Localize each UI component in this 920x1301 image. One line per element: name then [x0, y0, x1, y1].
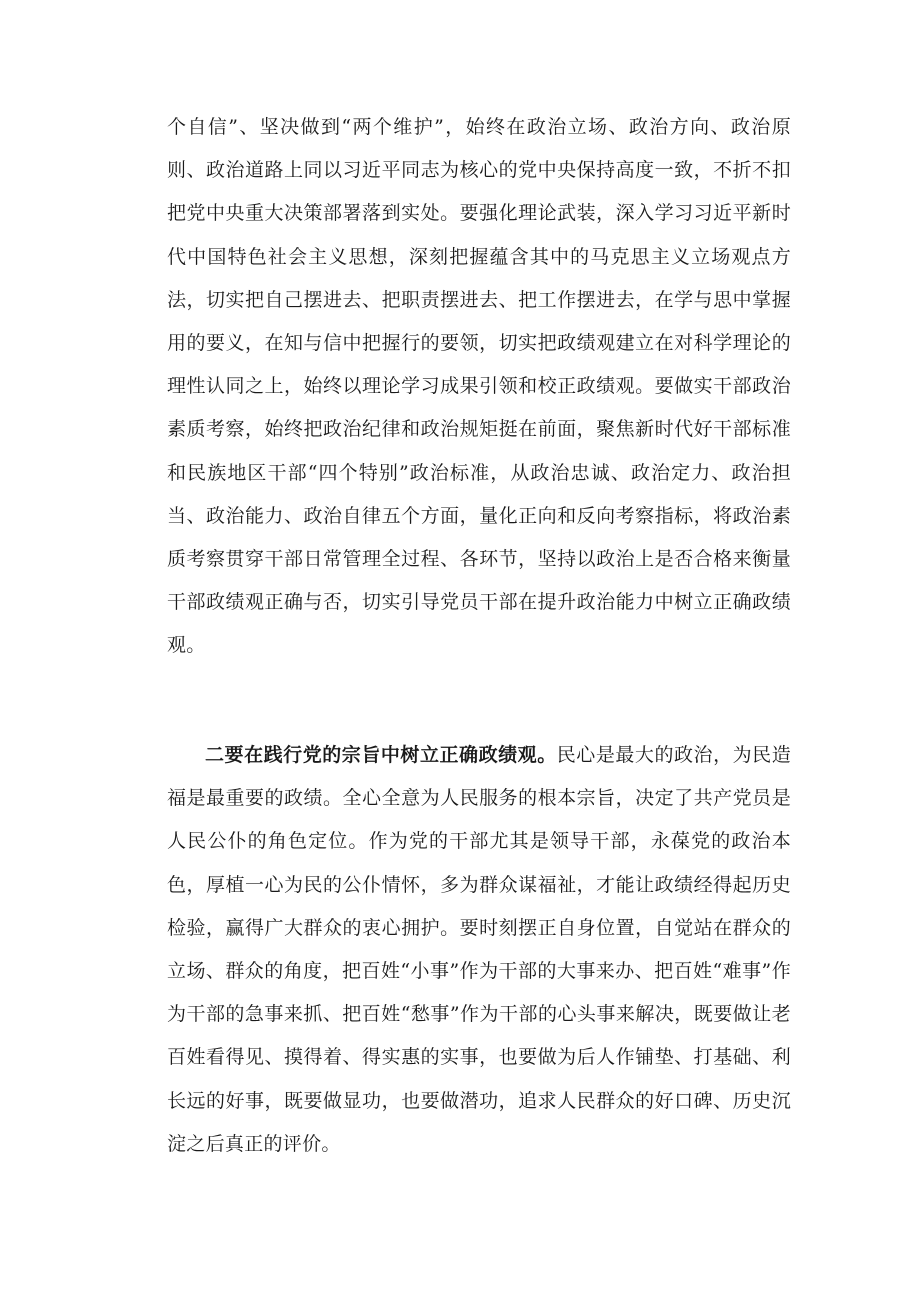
paragraph-2-text: 民心是最大的政治，为民造福是最重要的政绩。全心全意为人民服务的根本宗旨，决定了共产党员是人民公仆的角色定位。作为党的干部尤其是领导干部，永葆党的政治本色，厚植一心为民的公仆情怀，多为群众谋福祉，才能让政绩经得起历史检验，赢得广大群众的衷心拥护。要时刻摆正自身位置，自觉站在群众的立场、群众的角度，把百姓“小事”作为干部的大事来办、把百姓“难事”作为干部的急事来抓、把百姓“愁事”作为干部的心头事来解决，既要做让老百姓看得见、摸得着、得实惠的实事，也要做为后人作铺垫、打基础、利长远的好事，既要做显功，也要做潜功，追求人民群众的好口碑、历史沉淀之后真正的评价。: [167, 744, 792, 1155]
paragraph-1: [167, 106, 791, 668]
paragraph-1-text: 个自信”、坚决做到“两个维护”，始终在政治立场、政治方向、政治原则、政治道路上同以习近平同志为核心的党中央保持高度一致，不折不扣把党中央重大决策部署落到实处。要强化理论武装，深入学习习近平新时代中国特色社会主义思想，深刻把握蕴含其中的马克思主义立场观点方法，切实把自己摆进去、把职责摆进去、把工作摆进去，在学与思中掌握用的要义，在知与信中把握行的要领，切实把政绩观建立在对科学理论的理性认同之上，始终以理论学习成果引领和校正政绩观。要做实干部政治素质考察，始终把政治纪律和政治规矩挺在前面，聚焦新时代好干部标准和民族地区干部“四个特别”政治标准，从政治忠诚、政治定力、政治担当、政治能力、政治自律五个方面，量化正向和反向考察指标，将政治素质考察贯穿干部日常管理全过程、各环节，坚持以政治上是否合格来衡量干部政绩观正确与否，切实引导党员干部在提升政治能力中树立正确政绩观。: [167, 116, 791, 657]
paragraph-2-lead: 二要在践行党的宗旨中树立正确政绩观。: [205, 744, 557, 766]
paragraph-2: [167, 734, 791, 1166]
